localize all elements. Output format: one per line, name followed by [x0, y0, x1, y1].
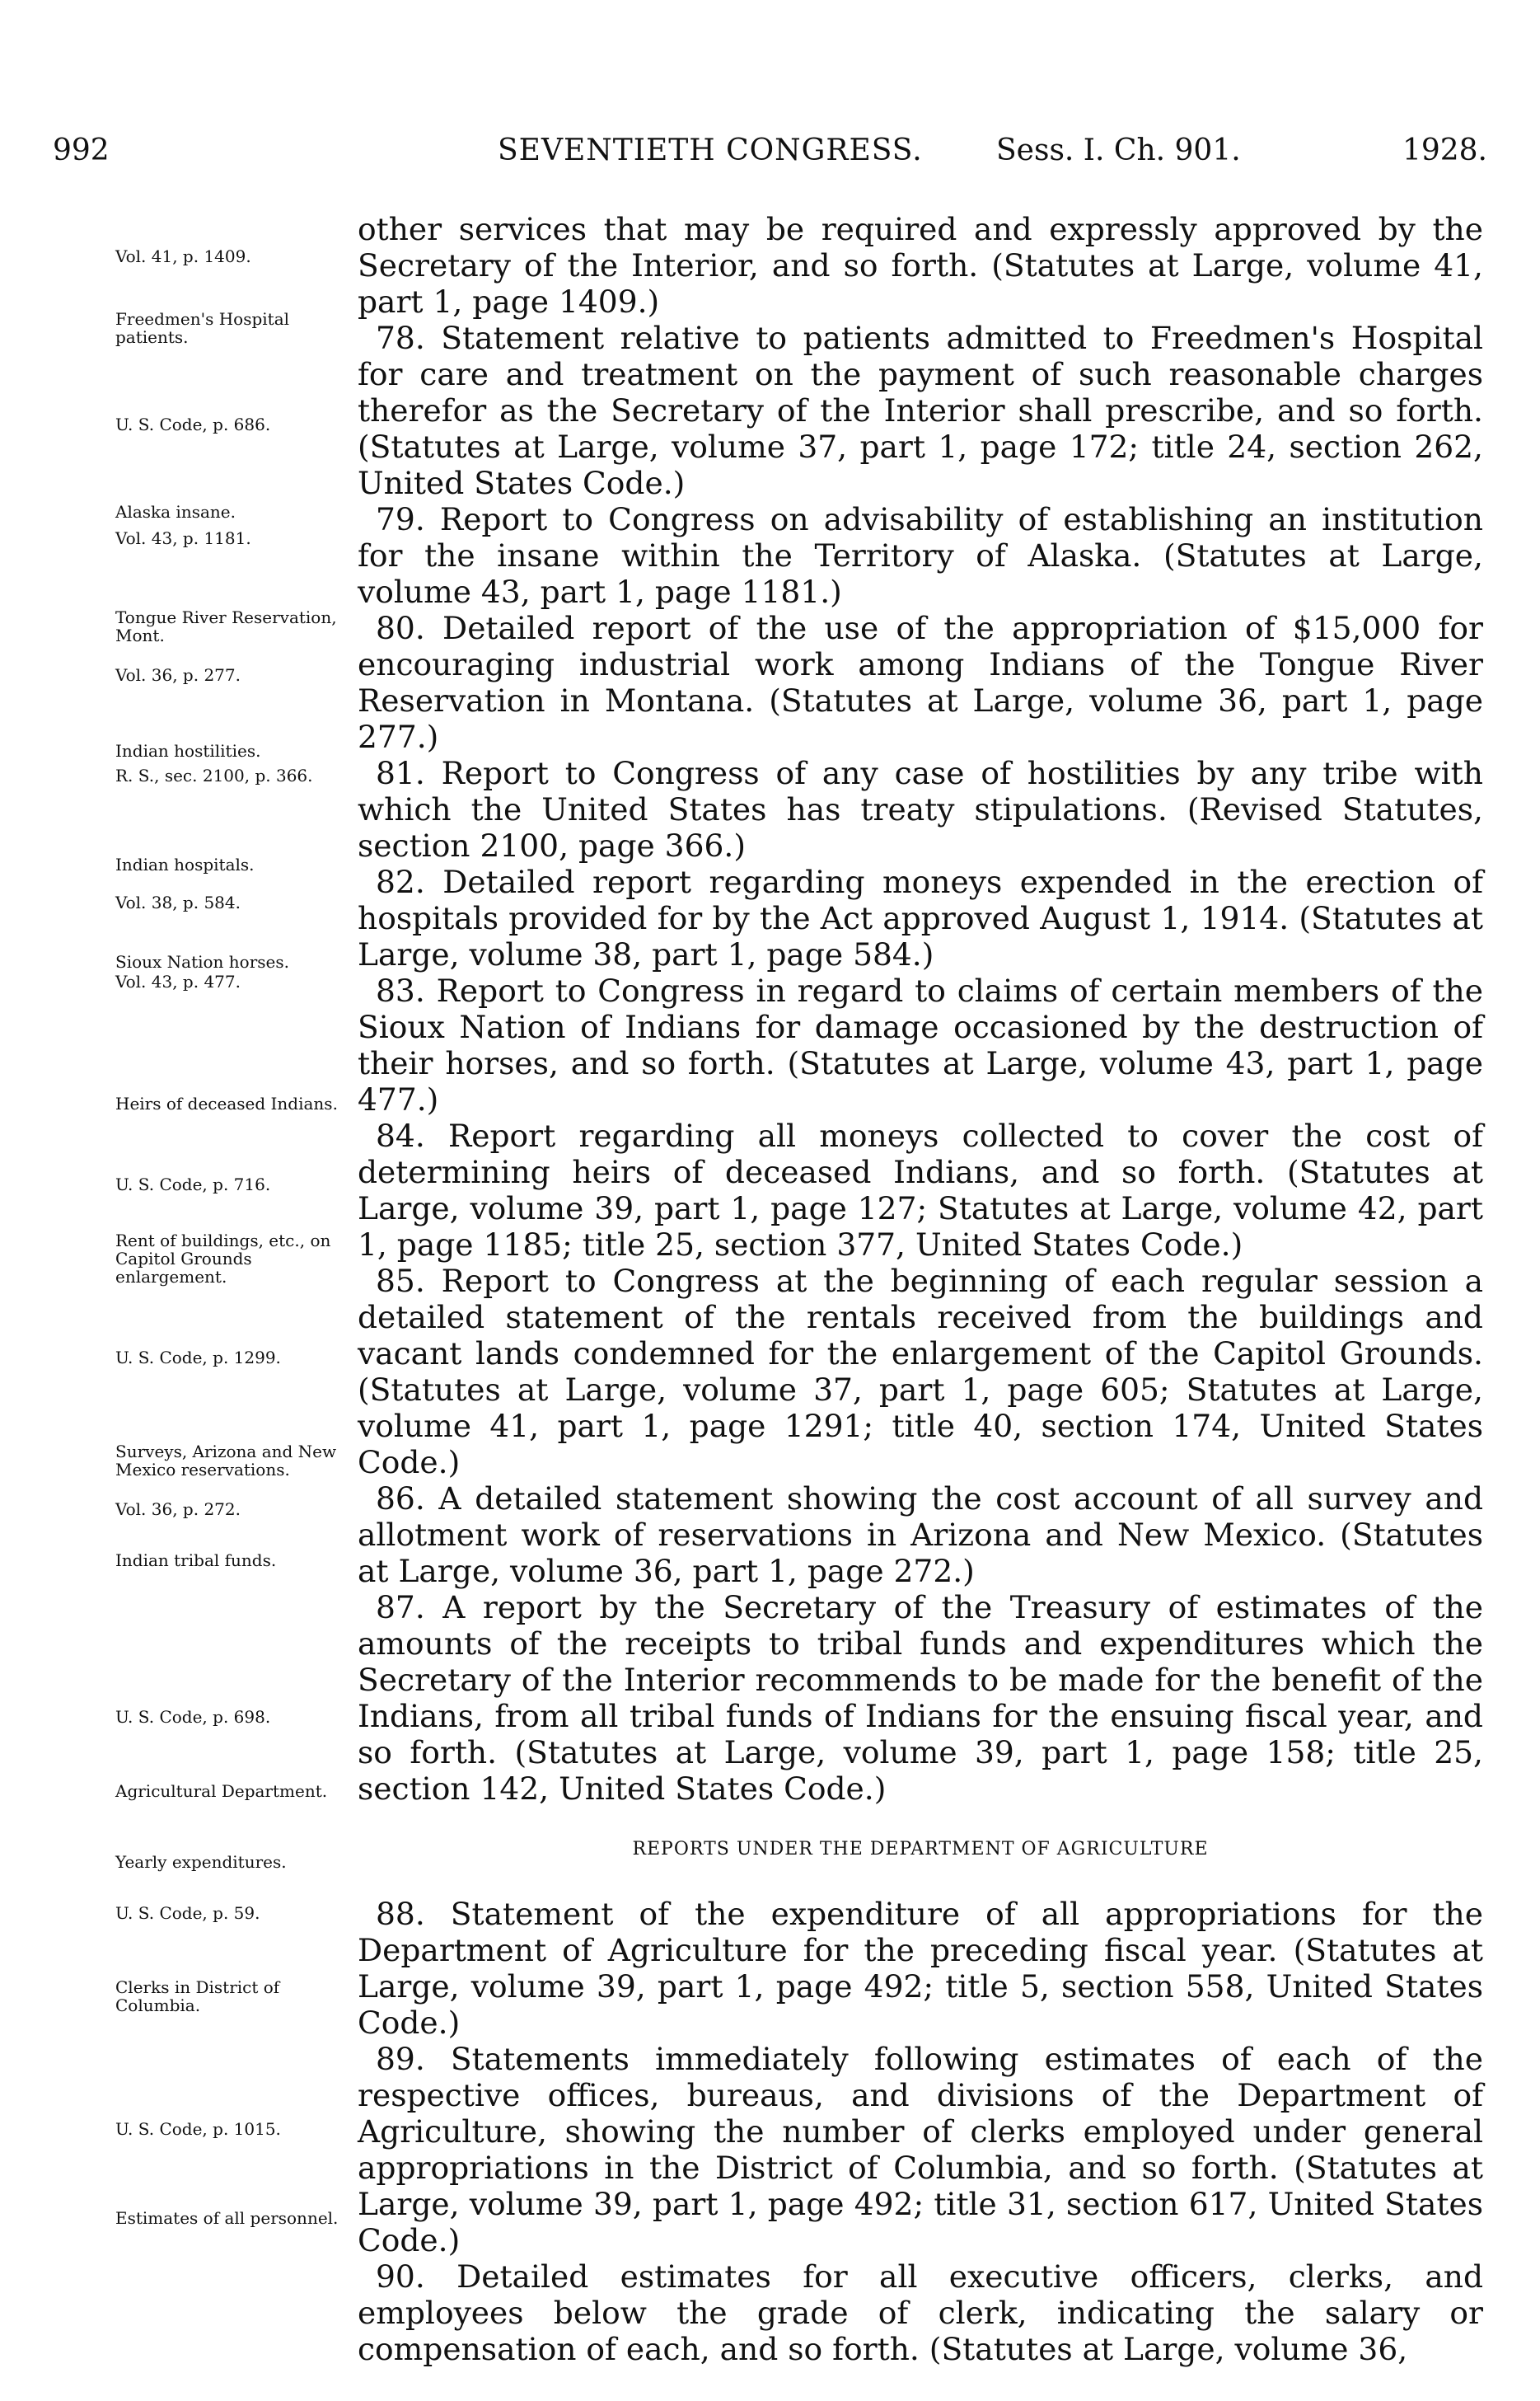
margin-note: R. S., sec. 2100, p. 366.: [115, 766, 313, 785]
margin-note: Rent of buildings, etc., on Capitol Grounds enlargement.: [115, 1231, 331, 1287]
margin-note: Estimates of all personnel.: [115, 2208, 339, 2228]
paragraph-80: 80. Detailed report of the use of the appropriation of $15,000 for encouraging industrial work among Indians of the Tongue River Reservation in Montana. (Statutes at Large, volume 36, part 1, page 277.): [358, 610, 1483, 755]
margin-note: Agricultural Department.: [115, 1781, 328, 1801]
paragraph-90: 90. Detailed estimates for all executive officers, clerks, and employees below the grade of clerk, indicating the salary or compensation of each, and so forth. (Statutes at Large, volume 36,: [358, 2258, 1483, 2367]
margin-note: Sioux Nation horses.: [115, 952, 289, 972]
margin-note: Vol. 41, p. 1409.: [115, 246, 251, 266]
paragraph-78: 78. Statement relative to patients admitted to Freedmen's Hospital for care and treatment on the payment of such reasonable charges therefor as the Secretary of the Interior shall prescribe, and so forth. (Statutes at Large, volume 37, part 1, page 172; title 24, section 262, United States Code.): [358, 320, 1483, 501]
paragraph-79: 79. Report to Congress on advisability of establishing an institution for the insane within the Territory of Alaska. (Statutes at Large, volume 43, part 1, page 1181.): [358, 501, 1483, 610]
paragraph-85: 85. Report to Congress at the beginning of each regular session a detailed statement of the rentals received from the buildings and vacant lands condemned for the enlargement of the Capitol Grounds. (Statutes at Large, volume 37, part 1, page 605; Statutes at Large, volume 41, part 1, page 1291; title 40, section 174, United States Code.): [358, 1263, 1483, 1480]
margin-note: Surveys, Arizona and New Mexico reservations.: [115, 1442, 337, 1480]
margin-note: Alaska insane.: [115, 502, 236, 522]
paragraph-83: 83. Report to Congress in regard to claims of certain members of the Sioux Nation of Indians for damage occasioned by the destruction of their horses, and so forth. (Statutes at Large, volume 43, part 1, page 477.): [358, 973, 1483, 1118]
margin-notes: [0, 0, 346, 2401]
header-title: SEVENTIETH CONGRESS.: [498, 134, 923, 167]
margin-note: U. S. Code, p. 1299.: [115, 1348, 281, 1367]
margin-note: U. S. Code, p. 59.: [115, 1903, 260, 1923]
margin-note: U. S. Code, p. 716.: [115, 1175, 271, 1194]
paragraph-84: 84. Report regarding all moneys collected to cover the cost of determining heirs of deceased Indians, and so forth. (Statutes at Large, volume 39, part 1, page 127; Statutes at Large, volume 42, part 1, page 1185; title 25, section 377, United States Code.): [358, 1118, 1483, 1263]
margin-note: Vol. 43, p. 1181.: [115, 528, 251, 548]
margin-note: Heirs of deceased Indians.: [115, 1094, 338, 1114]
margin-note: Vol. 43, p. 477.: [115, 972, 241, 992]
section-heading: REPORTS UNDER THE DEPARTMENT OF AGRICULTURE: [632, 1839, 1209, 1859]
margin-note: U. S. Code, p. 698.: [115, 1707, 271, 1727]
margin-note: Vol. 38, p. 584.: [115, 893, 241, 912]
margin-note: Vol. 36, p. 272.: [115, 1499, 241, 1519]
margin-note: U. S. Code, p. 686.: [115, 415, 271, 434]
paragraph-86: 86. A detailed statement showing the cost account of all survey and allotment work of reservations in Arizona and New Mexico. (Statutes at Large, volume 36, part 1, page 272.): [358, 1480, 1483, 1589]
paragraph-continued: other services that may be required and expressly approved by the Secretary of the Interior, and so forth. (Statutes at Large, volume 41, part 1, page 1409.): [358, 211, 1483, 320]
margin-note: Indian hostilities.: [115, 741, 261, 761]
paragraph-87: 87. A report by the Secretary of the Treasury of estimates of the amounts of the receipts to tribal funds and expenditures which the Secretary of the Interior recommends to be made for the benefit of the Indians, from all tribal funds of Indians for the ensuing fiscal year, and so forth. (Statutes at Large, volume 39, part 1, page 158; title 25, section 142, United States Code.): [358, 1589, 1483, 1807]
margin-note: U. S. Code, p. 1015.: [115, 2119, 281, 2139]
paragraph-82: 82. Detailed report regarding moneys expended in the erection of hospitals provided for by the Act approved August 1, 1914. (Statutes at Large, volume 38, part 1, page 584.): [358, 864, 1483, 973]
paragraph-81: 81. Report to Congress of any case of hostilities by any tribe with which the United States has treaty stipulations. (Revised Statutes, section 2100, page 366.): [358, 755, 1483, 864]
paragraph-89: 89. Statements immediately following estimates of each of the respective offices, bureaus, and divisions of the Department of Agriculture, showing the number of clerks employed under general appropriations in the District of Columbia, and so forth. (Statutes at Large, volume 39, part 1, page 492; title 31, section 617, United States Code.): [358, 2041, 1483, 2258]
margin-note: Indian tribal funds.: [115, 1550, 277, 1570]
margin-note: Freedmen's Hospital patients.: [115, 309, 290, 347]
header-year: 1928.: [1402, 134, 1487, 167]
margin-note: Vol. 36, p. 277.: [115, 665, 241, 685]
margin-note: Tongue River Reservation, Mont.: [115, 607, 337, 645]
margin-note: Clerks in District of Columbia.: [115, 1977, 280, 2015]
margin-note: Yearly expenditures.: [115, 1852, 287, 1872]
main-text: [358, 211, 1483, 2367]
margin-note: Indian hospitals.: [115, 855, 255, 875]
paragraph-88: 88. Statement of the expenditure of all appropriations for the Department of Agriculture for the preceding fiscal year. (Statutes at Large, volume 39, part 1, page 492; title 5, section 558, United States Code.): [358, 1896, 1483, 2041]
page-number: 992: [53, 134, 110, 167]
header-session: Sess. I. Ch. 901.: [996, 134, 1241, 167]
